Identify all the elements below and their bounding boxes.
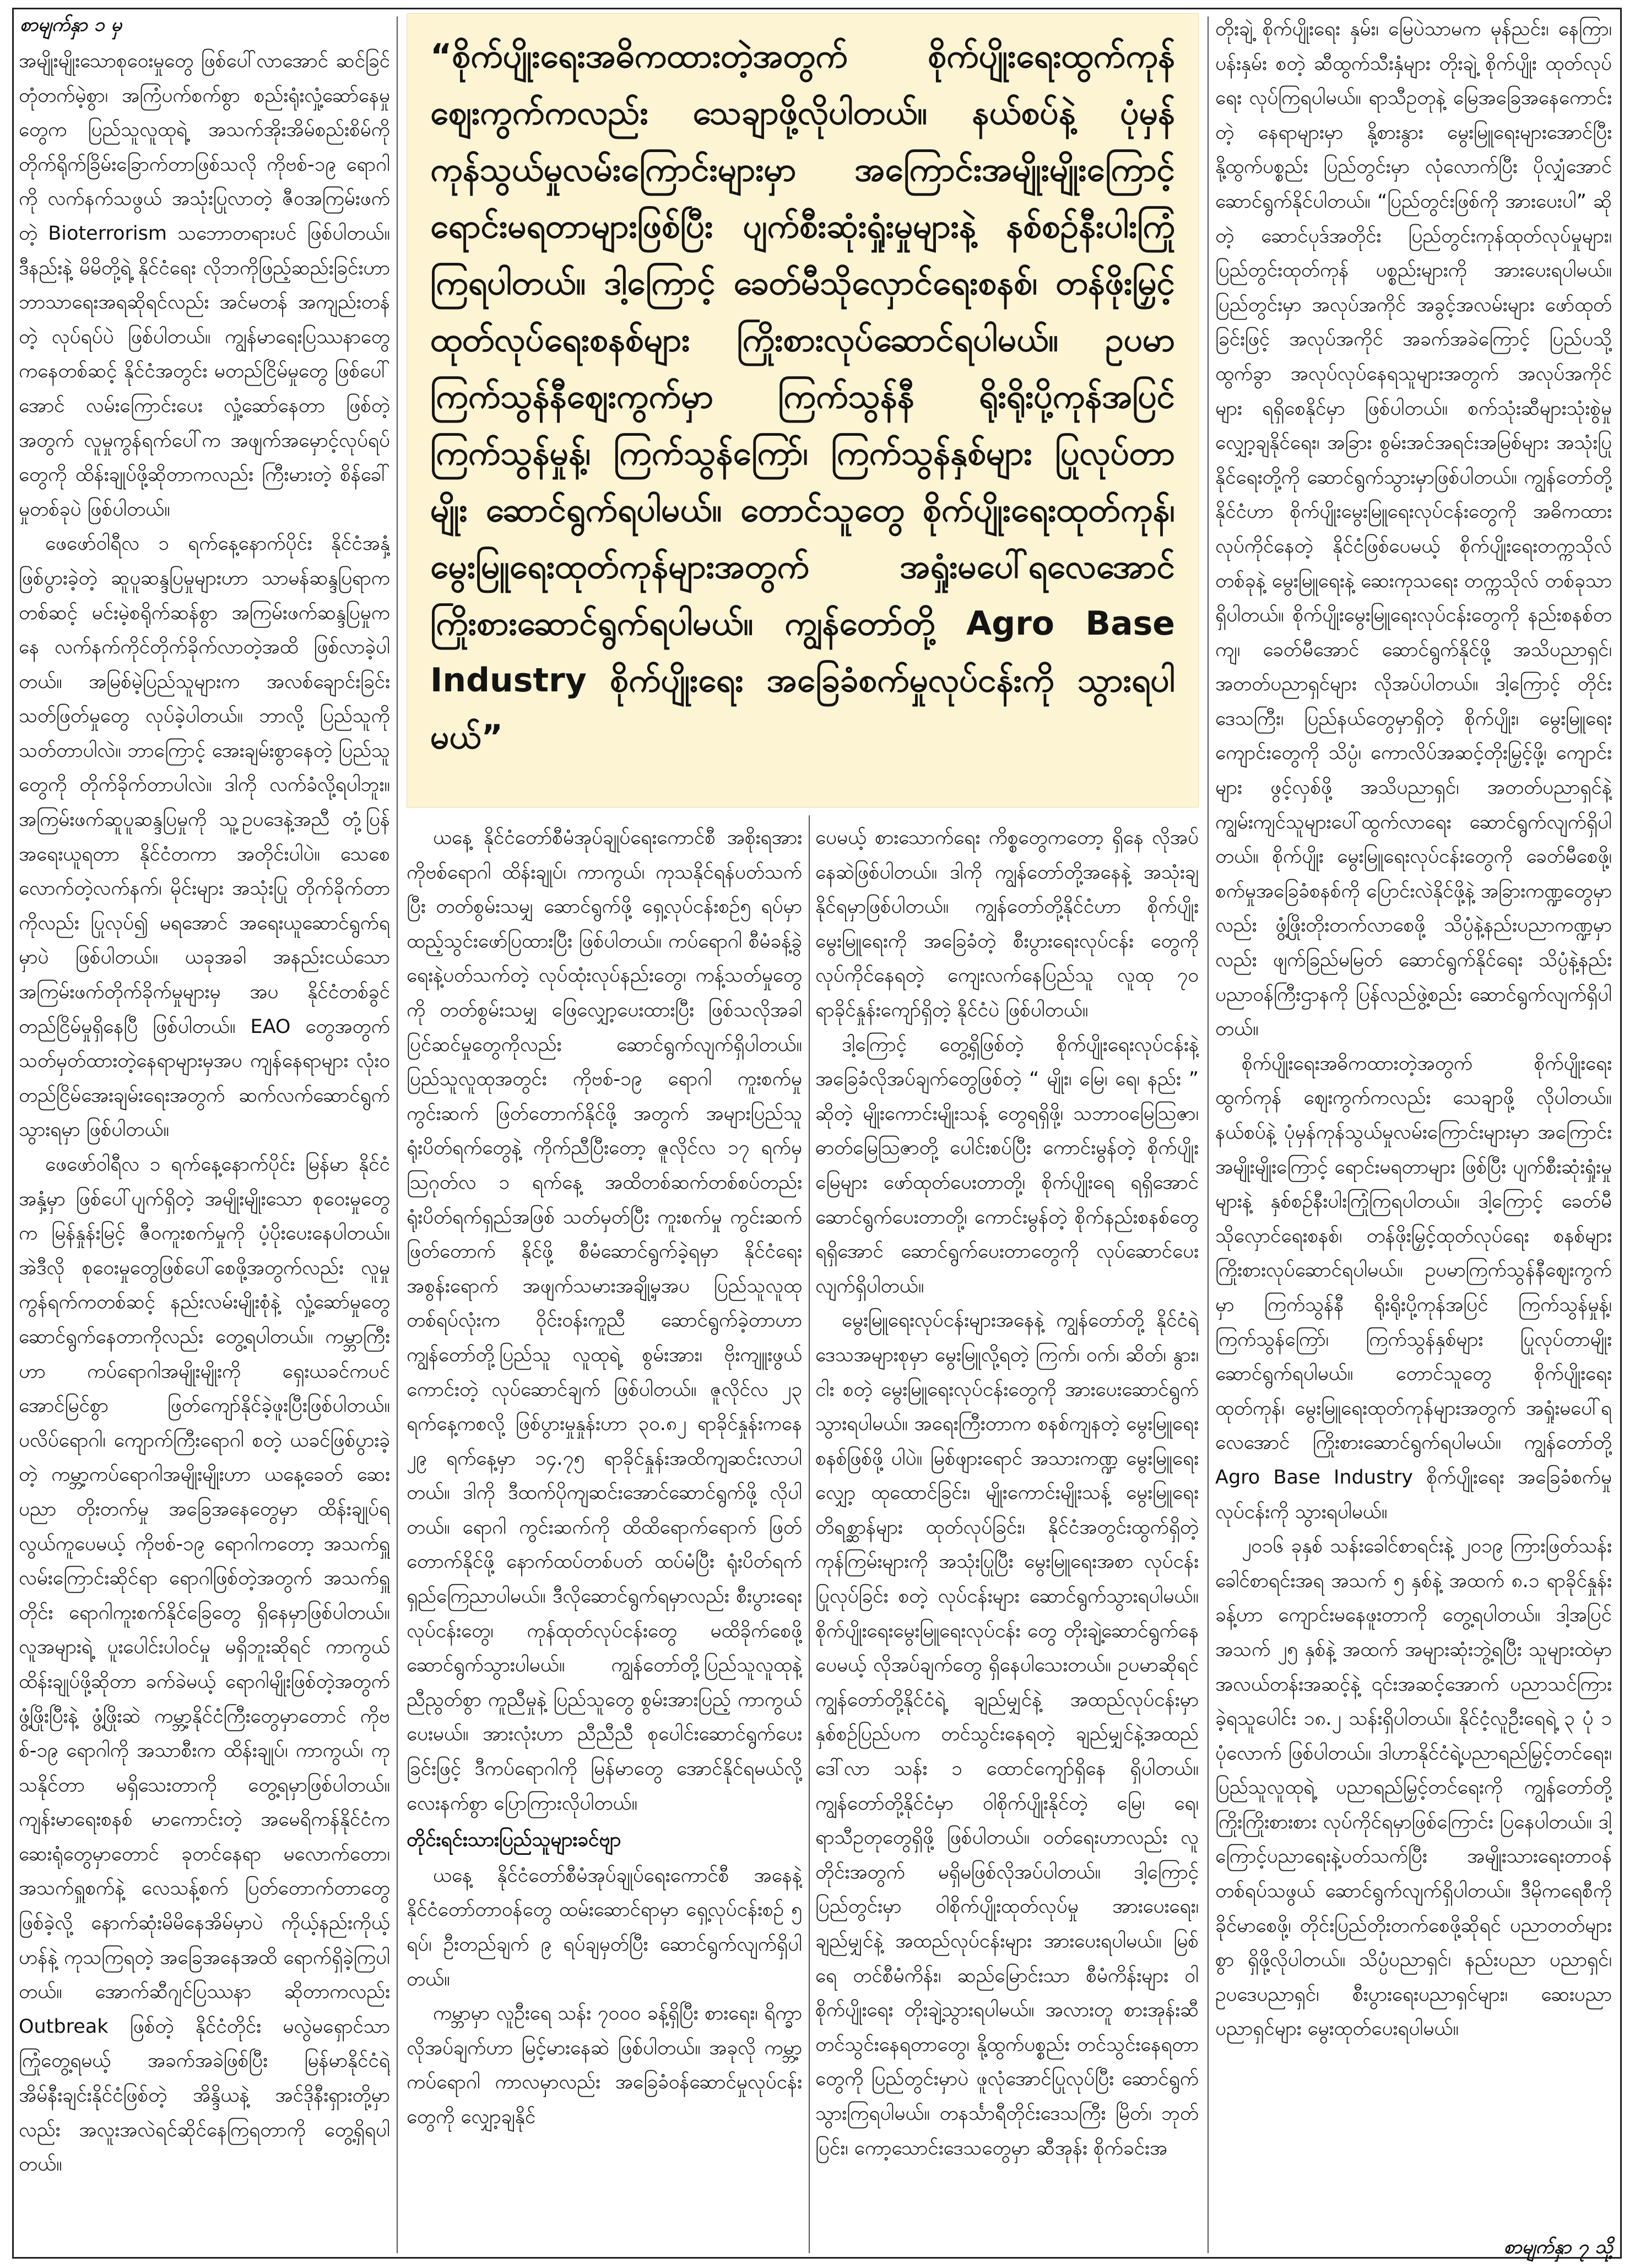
- pull-quote-box: [407, 13, 1199, 808]
- article-paragraph: ယနေ့ နိုင်ငံတော်စီမံအုပ်ချုပ်ရေးကောင်စီ အစိုးရအား ကိုဗစ်ရောဂါ ထိန်းချုပ်၊ ကာကွယ်၊ ကုသနိုင်ရန်ပတ်သက်ပြီး တတ်စွမ်းသမျှ ဆောင်ရွက်ဖို့ ရှေ့လုပ်ငန်းစဉ်၅ ရပ်မှာ ထည့်သွင်းဖော်ပြထားပြီး ဖြစ်ပါတယ်။ ကပ်ရောဂါ စီမံခန့်ခွဲရေးနဲ့ပတ်သက်တဲ့ လုပ်ထုံးလုပ်နည်းတွေ၊ ကန့်သတ်မှုတွေကို တတ်စွမ်းသမျှ ဖြေလျှော့ပေးထားပြီး ဖြစ်သလိုအခါ ပြင်ဆင်မှုတွေကိုလည်း ဆောင်ရွက်လျက်ရှိပါတယ်။ ပြည်သူလူထုအတွင်း ကိုဗစ်-၁၉ ရောဂါ ကူးစက်မှုကွင်းဆက် ဖြတ်တောက်နိုင်ဖို့ အတွက် အများပြည်သူ ရုံးပိတ်ရက်တွေနဲ့ ကိုက်ညီပြီးတော့ ဇူလိုင်လ ၁၇ ရက်မှ ဩဂုတ်လ ၁ ရက်နေ့ အထိတစ်ဆက်တစ်စပ်တည်း ရုံးပိတ်ရက်ရှည်အဖြစ် သတ်မှတ်ပြီး ကူးစက်မှု ကွင်းဆက်ဖြတ်တောက် နိုင်ဖို့ စီမံဆောင်ရွက်ခဲ့ရမှာ နိုင်ငံရေးအစွန်းရောက် အဖျက်သမားအချို့မှအပ ပြည်သူလူထုတစ်ရပ်လုံးက ဝိုင်းဝန်းကူညီ ဆောင်ရွက်ခဲ့တာဟာ ကျွန်တော်တို့ပြည်သူ လူထုရဲ့ စွမ်းအား၊ ဗိုးကျူးဖွယ်ကောင်းတဲ့ လုပ်ဆောင်ချက် ဖြစ်ပါတယ်။ ဇူလိုင်လ ၂၃ ရက်နေ့ကစလို့ ဖြစ်ပွားမှုနှုန်းဟာ ၃၀.၈၂ ရာခိုင်နှုန်းကနေ ၂၉ ရက်နေ့မှာ ၁၄.၇၅ ရာခိုင်နှုန်းအထိကျဆင်းလာပါတယ်။ ဒါကို ဒီထက်ပိုကျဆင်းအောင်ဆောင်ရွက်ဖို့ လိုပါတယ်။ ရောဂါ ကွင်းဆက်ကို ထိထိရောက်ရောက် ဖြတ်တောက်နိုင်ဖို့ နောက်ထပ်တစ်ပတ် ထပ်မံပြီး ရုံးပိတ်ရက်ရှည်ကြေညာပါမယ်။ ဒီလိုဆောင်ရွက်ရမှာလည်း စီးပွားရေးလုပ်ငန်းတွေ၊ ကုန်ထုတ်လုပ်ငန်းတွေ မထိခိုက်စေဖို့ ဆောင်ရွက်သွားပါမယ်။ ကျွန်တော်တို့ပြည်သူလူထုနဲ့ ညီညွတ်စွာ ကူညီမှုနဲ့ ပြည်သူတွေ စွမ်းအားပြည့် ကာကွယ်ပေးမယ်။ အားလုံးဟာ ညီညီညီ စုပေါင်းဆောင်ရွက်ပေးခြင်းဖြင့် ဒီကပ်ရောဂါကို မြန်မာတွေ အောင်နိုင်ရမယ်လို့ လေးနက်စွာ ပြောကြားလိုပါတယ်။: [407, 827, 802, 1815]
- column-divider: [1208, 17, 1209, 2253]
- column-divider: [397, 17, 398, 2253]
- article-paragraph: ပေမယ့် စားသောက်ရေး ကိစ္စတွေကတော့ ရှိနေ လိုအပ်နေဆဲဖြစ်ပါတယ်။ ဒါကို ကျွန်တော်တို့အနေနဲ့ အသုံးချနိုင်ရမှာဖြစ်ပါတယ်။ ကျွန်တော်တို့နိုင်ငံဟာ စိုက်ပျိုးမွေးမြူရေးကို အခြေခံတဲ့ စီးပွားရေးလုပ်ငန်း တွေကို လုပ်ကိုင်နေရတဲ့ ကျေးလက်နေပြည်သူ လူထု ၇၀ ရာခိုင်နှုန်းကျော်ရှိတဲ့ နိုင်ငံပဲ ဖြစ်ပါတယ်။: [815, 827, 1199, 1021]
- article-paragraph: စိုက်ပျိုးရေးအဓိကထားတဲ့အတွက် စိုက်ပျိုးရေး ထွက်ကုန် ဈေးကွက်ကလည်း သေချာဖို့ လိုပါတယ်။ နယ်စပ်နဲ့ ပုံမှန်ကုန်သွယ်မှုလမ်းကြောင်းများမှာ အကြောင်းအမျိုးမျိုးကြောင့် ရောင်းမရတာများ ဖြစ်ပြီး ပျက်စီးဆုံးရှုံးမှုများနဲ့ နှစ်စဉ်နီးပါးကြုံကြရပါတယ်။ ဒါ့ကြောင့် ခေတ်မီသိုလှောင်ရေးစနစ်၊ တန်ဖိုးမြှင့်ထုတ်လုပ်ရေး စနစ်များ ကြိုးစားလုပ်ဆောင်ရပါမယ်။ ဥပမာကြက်သွန်နီဈေးကွက်မှာ ကြက်သွန်နီ ရိုးရိုးပို့ကုန်အပြင် ကြက်သွန်မှုန့်၊ ကြက်သွန်ကြော်၊ ကြက်သွန်နှစ်များ ပြုလုပ်တာမျိုး ဆောင်ရွက်ရပါမယ်။ တောင်သူတွေ စိုက်ပျိုးရေး ထုတ်ကုန်၊ မွေးမြူရေးထုတ်ကုန်များအတွက် အရှုံးမပေါ်ရလေအောင် ကြိုးစားဆောင်ရွက်ရပါမယ်။ ကျွန်တော်တို့ Agro Base Industry စိုက်ပျိုးရေး အခြေခံစက်မှုလုပ်ငန်းကို သွားရပါမယ်။: [1215, 1052, 1612, 1523]
- article-paragraph: တိုးချဲ့ စိုက်ပျိုးရေး နှမ်း၊ မြေပဲသာမက မုန်ညင်း၊ နေကြာ၊ ပန်းနှမ်း စတဲ့ ဆီထွက်သီးနှံများ တိုးချဲ့ စိုက်ပျိုး ထုတ်လုပ်ရေး လုပ်ကြရပါမယ်။ ရာသီဥတုနဲ့ မြေအခြေအနေကောင်းတဲ့ နေရာများမှာ နို့စားနွား မွေးမြူရေးများအောင်ပြီး နို့ထွက်ပစ္စည်း ပြည်တွင်းမှာ လုံလောက်ပြီး ပိုလျှံအောင် ဆောင်ရွက်နိုင်ပါတယ်။ “ပြည်တွင်းဖြစ်ကို အားပေးပါ” ဆိုတဲ့ ဆောင်ပုဒ်အတိုင်း ပြည်တွင်းကုန်ထုတ်လုပ်မှုများ၊ ပြည်တွင်းထုတ်ကုန် ပစ္စည်းများကို အားပေးရပါမယ်။ ပြည်တွင်းမှာ အလုပ်အကိုင် အခွင့်အလမ်းများ ဖော်ထုတ်ခြင်းဖြင့် အလုပ်အကိုင် အခက်အခဲကြောင့် ပြည်ပသို့ ထွက်ခွာ အလုပ်လုပ်နေရသူများအတွက် အလုပ်အကိုင်များ ရရှိစေနိုင်မှာ ဖြစ်ပါတယ်။ စက်သုံးဆီများသုံးစွဲမှု လျှော့ချနိုင်ရေး၊ အခြား စွမ်းအင်အရင်းအမြစ်များ အသုံးပြုနိုင်ရေးတို့ကို ဆောင်ရွက်သွားမှာဖြစ်ပါတယ်။ ကျွန်တော်တို့နိုင်ငံဟာ စိုက်ပျိုးမွေးမြူရေးလုပ်ငန်းတွေကို အဓိကထားလုပ်ကိုင်နေတဲ့ နိုင်ငံဖြစ်ပေမယ့် စိုက်ပျိုးရေးတက္ကသိုလ် တစ်ခုနဲ့ မွေးမြူရေးနဲ့ ဆေးကုသရေး တက္ကသိုလ် တစ်ခုသာ ရှိပါတယ်။ စိုက်ပျိုးမွေးမြူရေးလုပ်ငန်းတွေကို နည်းစနစ်တကျ၊ ခေတ်မီအောင် ဆောင်ရွက်နိုင်ဖို့ အသိပညာရှင်၊ အတတ်ပညာရှင်များ လိုအပ်ပါတယ်။ ဒါ့ကြောင့် တိုင်းဒေသကြီး၊ ပြည်နယ်တွေမှာရှိတဲ့ စိုက်ပျိုး၊ မွေးမြူရေးကျောင်းတွေကို သိပ္ပံ၊ ကောလိပ်အဆင့်တိုးမြှင့်ဖို့၊ ကျောင်းများ ဖွင့်လှစ်ဖို့ အသိပညာရှင်၊ အတတ်ပညာရှင်နဲ့ ကျွမ်းကျင်သူများပေါ်ထွက်လာရေး ဆောင်ရွက်လျက်ရှိပါတယ်။ စိုက်ပျိုး မွေးမြူရေးလုပ်ငန်းတွေကို ခေတ်မီစေဖို့၊ စက်မှုအခြေခံစနစ်ကို ပြောင်းလဲနိုင်ဖို့နဲ့ အခြားကဏ္ဍတွေမှာလည်း ဖွံ့ဖြိုးတိုးတက်လာစေဖို့ သိပ္ပံနဲ့နည်းပညာကဏ္ဍမှာလည်း ဖျက်ခြည်မမြတ် ဆောင်ရွက်နိုင်ရေး သိပ္ပံနဲ့နည်းပညာဝန်ကြီးဌာနကို ပြန်လည်ဖွဲ့စည်း ဆောင်ရွက်လျက်ရှိပါတယ်။: [1215, 18, 1612, 1041]
- page-continued-on-label: စာမျက်နှာ ၇ သို့: [1503, 2236, 1613, 2258]
- article-column-2: [407, 821, 802, 2259]
- article-paragraph: မွေးမြူရေးလုပ်ငန်းများအနေနဲ့ ကျွန်တော်တို့ နိုင်ငံရဲ့ဒေသအများစုမှာ မွေးမြူလို့ရတဲ့ ကြက်၊ ဝက်၊ ဆိတ်၊ နွား၊ ငါး စတဲ့ မွေးမြူရေးလုပ်ငန်းတွေကို အားပေးဆောင်ရွက်သွားရပါမယ်။ အရေးကြီးတာက စနစ်ကျနတဲ့ မွေးမြူရေးစနစ်ဖြစ်ဖို့ ပါပဲ။ မြစ်ဖျားရောင် အသားကဏ္ဍ မွေးမြူရေးလျှော့ ထုထောင်ခြင်း၊ မျိုးကောင်းမျိုးသန့် မွေးမြူရေး တိရစ္ဆာန်များ ထုတ်လုပ်ခြင်း၊ နိုင်ငံအတွင်းထွက်ရှိတဲ့ ကုန်ကြမ်းများကို အသုံးပြုပြီး မွေးမြူရေးအစာ လုပ်ငန်းပြုလုပ်ခြင်း စတဲ့ လုပ်ငန်းများ ဆောင်ရွက်သွားရပါမယ်။ စိုက်ပျိုးရေးမွေးမြူရေးလုပ်ငန်း တွေ တိုးချဲ့ဆောင်ရွက်နေပေမယ့် လိုအပ်ချက်တွေ ရှိနေပါသေးတယ်။ ဥပမာဆိုရင် ကျွန်တော်တို့နိုင်ငံရဲ့ ချည်မျှင်နဲ့ အထည်လုပ်ငန်းမှာ နှစ်စဉ်ပြည်ပက တင်သွင်းနေရတဲ့ ချည်မျှင်နဲ့အထည် ဒေါ်လာ သန်း ၁ ထောင်ကျော်ရှိနေ ရှိပါတယ်။ ကျွန်တော်တို့နိုင်ငံမှာ ဝါစိုက်ပျိုးနိုင်တဲ့ မြေ၊ ရေ၊ ရာသီဥတုတွေရှိဖို့ ဖြစ်ပါတယ်။ ဝတ်ရေးဟာလည်း လူတိုင်းအတွက် မရှိမဖြစ်လိုအပ်ပါတယ်။ ဒါ့ကြောင့် ပြည်တွင်းမှာ ဝါစိုက်ပျိုးထုတ်လုပ်မှု အားပေးရေး၊ ချည်မျှင်နဲ့ အထည်လုပ်ငန်းများ အားပေးရပါမယ်။ မြစ်ရေ တင်စီမံကိန်း၊ ဆည်မြောင်းသာ စီမံကိန်းများ ဝါစိုက်ပျိုးရေး တိုးချဲ့သွားရပါမယ်။ အလားတူ စားအုန်းဆီ တင်သွင်းနေရတာတွေ၊ နို့ထွက်ပစ္စည်း တင်သွင်းနေရတာတွေကို ပြည်တွင်းမှာပဲ ဖူလုံအောင်ပြုလုပ်ပြီး ဆောင်ရွက်သွားကြရပါမယ်။ တနင်္သာရီတိုင်းဒေသကြီး မြိတ်၊ ဘုတ်ပြင်း၊ ကော့သောင်းဒေသတွေမှာ ဆီအုန်း စိုက်ခင်းအ: [815, 1309, 1199, 2159]
- article-paragraph: ဒါ့ကြောင့် တွေ့ရှိဖြစ်တဲ့ စိုက်ပျိုးရေးလုပ်ငန်းနဲ့ အခြေခံလိုအပ်ချက်တွေဖြစ်တဲ့ “ မျိုး၊ မြေ၊ ရေ၊ နည်း ” ဆိုတဲ့ မျိုးကောင်းမျိုးသန့် တွေရရှိဖို့၊ သဘာဝမြေဩဇာ၊ ဓာတ်မြေဩဇာတို့ ပေါင်းစပ်ပြီး ကောင်းမွန်တဲ့ စိုက်ပျိုးမြေများ ဖော်ထုတ်ပေးတာတို့၊ စိုက်ပျိုးရေ ရရှိအောင် ဆောင်ရွက်ပေးတာတို့၊ ကောင်းမွန်တဲ့ စိုက်နည်းစနစ်တွေ ရရှိအောင် ဆောင်ရွက်ပေးတာတွေကို လုပ်ဆောင်ပေးလျက်ရှိပါတယ်။: [815, 1033, 1199, 1297]
- article-paragraph: ၂၀၁၆ ခုနှစ် သန်းခေါင်စာရင်းနဲ့ ၂၀၁၉ ကြားဖြတ်သန်းခေါင်စာရင်းအရ အသက် ၅ နှစ်နဲ့ အထက် ၈.၁ ရာခိုင်နှုန်းခန့်ဟာ ကျောင်းမနေဖူးတာကို တွေ့ရပါတယ်။ ဒါ့အပြင် အသက် ၂၅ နှစ်နဲ့ အထက် အများဆုံးဘွဲ့ရပြီး သူများထဲမှာ အလယ်တန်းအဆင့်နဲ့ ၎င်းအဆင့်အောက် ပညာသင်ကြားခဲ့ရသူပေါင်း ၁၈.၂ သန်းရှိပါတယ်။ နိုင်ငံ့လူဦးရေရဲ့ ၃ ပုံ ၁ ပုံလောက် ဖြစ်ပါတယ်။ ဒါဟာနိုင်ငံရဲ့ပညာရည်မြှင့်တင်ရေး၊ ပြည်သူလူထုရဲ့ ပညာရည်မြှင့်တင်ရေးကို ကျွန်တော်တို့ ကြိုးကြိုးစားစား လုပ်ကိုင်ရမှာဖြစ်ကြောင်း ပြနေပါတယ်။ ဒါ့ကြောင့်ပညာရေးနဲ့ပတ်သက်ပြီး အမျိုးသားရေးတာဝန်တစ်ရပ်သဖွယ် ဆောင်ရွက်လျက်ရှိပါတယ်။ ဒီမိုကရေစီကို ခိုင်မာစေဖို့၊ တိုင်းပြည်တိုးတက်စေဖို့ဆိုရင် ပညာတတ်များစွာ ရှိဖို့လိုပါတယ်။ သိပ္ပံပညာရှင်၊ နည်းပညာ ပညာရှင်၊ ဥပဒေပညာရှင်၊ စီးပွားရေးပညာရှင်များ၊ ဆေးပညာ ပညာရှင်များ မွေးထုတ်ပေးရပါမယ်။: [1215, 1535, 1612, 2040]
- article-paragraph: ယနေ့ နိုင်ငံတော်စီမံအုပ်ချုပ်ရေးကောင်စီ အနေနဲ့ နိုင်ငံတော်တာဝန်တွေ ထမ်းဆောင်ရာမှာ ရှေ့လုပ်ငန်းစဉ် ၅ ရပ်၊ ဦးတည်ချက် ၉ ရပ်ချမှတ်ပြီး ဆောင်ရွက်လျက်ရှိပါတယ်။: [407, 1864, 802, 1990]
- article-paragraph: အမျိုးမျိုးသောစုဝေးမှုတွေ ဖြစ်ပေါ်လာအောင် ဆင်ခြင်တုံတက်မဲ့စွာ၊ အကြံပက်စက်စွာ စည်းရုံးလှုံ့ဆော်နေမှုတွေက ပြည်သူလူထုရဲ့ အသက်အိုးအိမ်စည်းစိမ်ကို တိုက်ရိုက်ခြိမ်းခြောက်တာဖြစ်သလို ကိုဗစ်-၁၉ ရောဂါကို လက်နက်သဖွယ် အသုံးပြုလာတဲ့ ဇီဝအကြမ်းဖက်တဲ့ Bioterrorism သဘောတရားပင် ဖြစ်ပါတယ်။ ဒီနည်းနဲ့ မိမိတို့ရဲ့ နိုင်ငံရေး လိုဘကိုဖြည့်ဆည်းခြင်းဟာ ဘာသာရေးအရဆိုရင်လည်း အင်မတန် အကျည်းတန်တဲ့ လုပ်ရပ်ပဲ ဖြစ်ပါတယ်။ ကျွန်မာရေးပြဿနာတွေ ကနေတစ်ဆင့် နိုင်ငံအတွင်း မတည်ငြိမ်မှုတွေ ဖြစ်ပေါ်အောင် လမ်းကြောင်းပေး လှုံ့ဆော်နေတာ ဖြစ်တဲ့အတွက် လူမှုကွန်ရက်ပေါ်က အဖျက်အမှောင့်လုပ်ရပ်တွေကို ထိန်းချုပ်ဖို့ဆိုတာကလည်း ကြီးမားတဲ့ စိန်ခေါ်မှုတစ်ခုပဲ ဖြစ်ပါတယ်။: [19, 50, 390, 521]
- article-column-3: [815, 821, 1199, 2259]
- column-divider: [809, 815, 810, 2253]
- pull-quote-text: “စိုက်ပျိုးရေးအဓိကထားတဲ့အတွက် စိုက်ပျိုးရေးထွက်ကုန် ဈေးကွက်ကလည်း သေချာဖို့လိုပါတယ်။ နယ်စပ်နဲ့ ပုံမှန်ကုန်သွယ်မှုလမ်းကြောင်းများမှာ အကြောင်းအမျိုးမျိုးကြောင့် ရောင်းမရတာများဖြစ်ပြီး ပျက်စီးဆုံးရှုံးမှုများနဲ့ နစ်စဉ်နီးပါးကြုံကြရပါတယ်။ ဒါ့ကြောင့် ခေတ်မီသိုလှောင်ရေးစနစ်၊ တန်ဖိုးမြှင့်ထုတ်လုပ်ရေးစနစ်များ ကြိုးစားလုပ်ဆောင်ရပါမယ်။ ဥပမာ ကြက်သွန်နီဈေးကွက်မှာ ကြက်သွန်နီ ရိုးရိုးပို့ကုန်အပြင် ကြက်သွန်မှုန့်၊ ကြက်သွန်ကြော်၊ ကြက်သွန်နှစ်များ ပြုလုပ်တာမျိုး ဆောင်ရွက်ရပါမယ်။ တောင်သူတွေ စိုက်ပျိုးရေးထုတ်ကုန်၊ မွေးမြူရေးထုတ်ကုန်များအတွက် အရှုံးမပေါ်ရလေအောင် ကြိုးစားဆောင်ရွက်ရပါမယ်။ ကျွန်တော်တို့ Agro Base Industry စိုက်ပျိုးရေး အခြေခံစက်မှုလုပ်ငန်းကို သွားရပါမယ်”: [430, 37, 1175, 756]
- article-column-4: [1215, 12, 1612, 2227]
- article-column-1: [19, 44, 390, 2259]
- article-paragraph: ဖေဖော်ဝါရီလ ၁ ရက်နေ့နောက်ပိုင်း နိုင်ငံအနှံ့ ဖြစ်ပွားခဲ့တဲ့ ဆူပူဆန္ဒပြမှုများဟာ သာမန်ဆန္ဒပြရာကတစ်ဆင့် မင်းမဲ့စရိုက်ဆန်စွာ အကြမ်းဖက်ဆန္ဒပြမှုကနေ လက်နက်ကိုင်တိုက်ခိုက်လာတဲ့အထိ ဖြစ်လာခဲ့ပါတယ်။ အမြစ်မဲ့ပြည်သူများက အလစ်ချောင်းခြင်းသတ်ဖြတ်မှုတွေ လုပ်ခဲ့ပါတယ်။ ဘာလို့ ပြည်သူကို သတ်တာပါလဲ။ ဘာကြောင့် အေးချမ်းစွာနေတဲ့ ပြည်သူတွေကို တိုက်ခိုက်တာပါလဲ။ ဒါကို လက်ခံလို့ရပါဘူး။ အကြမ်းဖက်ဆူပူဆန္ဒပြမှုကို သူ့ဥပဒေနဲ့အညီ တုံ့ပြန်အရေးယူရတာ နိုင်ငံတကာ အတိုင်းပါပဲ။ သေစေလောက်တဲ့လက်နက်၊ မိုင်းများ အသုံးပြု တိုက်ခိုက်တာကိုလည်း ပြုလုပ်၍ မရအောင် အရေးယူဆောင်ရွက်ရမှာပဲ ဖြစ်ပါတယ်။ ယခုအခါ အနည်းငယ်သော အကြမ်းဖက်တိုက်ခိုက်မှုများမှ အပ နိုင်ငံတစ်ခွင် တည်ငြိမ်မှုရှိနေပြီ ဖြစ်ပါတယ်။ EAO တွေအတွက် သတ်မှတ်ထားတဲ့နေရာများမှအပ ကျန်နေရာများ လုံးဝတည်ငြိမ်အေးချမ်းရေးအတွက် ဆက်လက်ဆောင်ရွက်သွားရမှာ ဖြစ်ပါတယ်။: [19, 533, 390, 1141]
- article-paragraph: ဖေဖော်ဝါရီလ ၁ ရက်နေ့နောက်ပိုင်း မြန်မာ နိုင်ငံအနှံ့မှာ ဖြစ်ပေါ်ပျက်ရှိတဲ့ အမျိုးမျိုးသော စုဝေးမှုတွေက မြန်နှုန်းမြင့် ဇီဝကူးစက်မှုကို ပံ့ပိုးပေးနေပါတယ်။ အဲဒီလို စုဝေးမှုတွေဖြစ်ပေါ်စေဖို့အတွက်လည်း လူမှုကွန်ရက်ကတစ်ဆင့် နည်းလမ်းမျိုးစုံနဲ့ လှုံ့ဆော်မှုတွေ ဆောင်ရွက်နေတာကိုလည်း တွေ့ရပါတယ်။ ကမ္ဘာကြီးဟာ ကပ်ရောဂါအမျိုးမျိုးကို ရှေးယခင်ကပင် အောင်မြင်စွာ ဖြတ်ကျော်နိုင်ခဲ့ဖူးပြီးဖြစ်ပါတယ်။ ပလိပ်ရောဂါ၊ ကျောက်ကြီးရောဂါ စတဲ့ ယခင်ဖြစ်ပွားခဲ့တဲ့ ကမ္ဘာ့ကပ်ရောဂါအမျိုးမျိုးဟာ ယနေ့ခေတ် ဆေးပညာ တိုးတက်မှု အခြေအနေတွေမှာ ထိန်းချုပ်ရ လွယ်ကူပေမယ့် ကိုဗစ်-၁၉ ရောဂါကတော့ အသက်ရှူလမ်းကြောင်းဆိုင်ရာ ရောဂါဖြစ်တဲ့အတွက် အသက်ရှူတိုင်း ရောဂါကူးစက်နိုင်ခြေတွေ ရှိနေမှာဖြစ်ပါတယ်။ လူအများရဲ့ ပူးပေါင်းပါဝင်မှု မရှိဘူးဆိုရင် ကာကွယ်ထိန်းချုပ်ဖို့ဆိုတာ ခက်ခဲမယ့် ရောဂါမျိုးဖြစ်တဲ့အတွက် ဖွံ့ဖြိုးပြီးနဲ့ ဖွံ့ဖြိုးဆဲ ကမ္ဘာ့နိုင်ငံကြီးတွေမှာတောင် ကိုဗစ်-၁၉ ရောဂါကို အသာစီးက ထိန်းချုပ်၊ ကာကွယ်၊ ကုသနိုင်တာ မရှိသေးတာကို တွေ့ရမှာဖြစ်ပါတယ်။ ကျန်းမာရေးစနစ် မာကောင်းတဲ့ အမေရိကန်နိုင်ငံက ဆေးရုံတွေမှာတောင် ခုတင်နေရာ မလောက်တော၊ အသက်ရှူစက်နဲ့ လေသန့်စက် ပြတ်တောက်တာတွေ ဖြစ်ခဲ့လို့ နောက်ဆုံးမိမိနေအိမ်မှာပဲ ကိုယ့်နည်းကိုယ့်ဟန်နဲ့ ကုသကြရတဲ့ အခြေအနေအထိ ရောက်ရှိခဲ့ကြပါတယ်။ အောက်ဆီဂျင်ပြဿနာ ဆိုတာကလည်း Outbreak ဖြစ်တဲ့ နိုင်ငံတိုင်း မလွဲမရှောင်သာ ကြုံတွေ့ရမယ့် အခက်အခဲဖြစ်ပြီး မြန်မာနိုင်ငံရဲ့ အိမ်နီးချင်းနိုင်ငံဖြစ်တဲ့ အိန္ဒိယနဲ့ အင်ဒိုနီးရှားတို့မှာလည်း အလူးအလဲရင်ဆိုင်နေကြရတာကို တွေ့ရှိရပါတယ်။: [19, 1154, 390, 2176]
- section-subheading: တိုင်းရင်းသားပြည်သူများခင်ဗျာ: [407, 1829, 621, 1852]
- article-paragraph: ကမ္ဘာမှာ လူဦးရေ သန်း ၇၀၀၀ ခန့်ရှိပြီး စားရေး၊ ရိက္ခာလိုအပ်ချက်ဟာ မြင့်မားနေဆဲ ဖြစ်ပါတယ်။ အခုလို ကမ္ဘာ့ကပ်ရောဂါ ကာလမှာလည်း အခြေခံဝန်ဆောင်မှုလုပ်ငန်းတွေကို လျှော့ချနိုင်: [407, 2002, 802, 2128]
- page-continued-from-label: စာမျက်နှာ ၁ မှ: [20, 14, 122, 36]
